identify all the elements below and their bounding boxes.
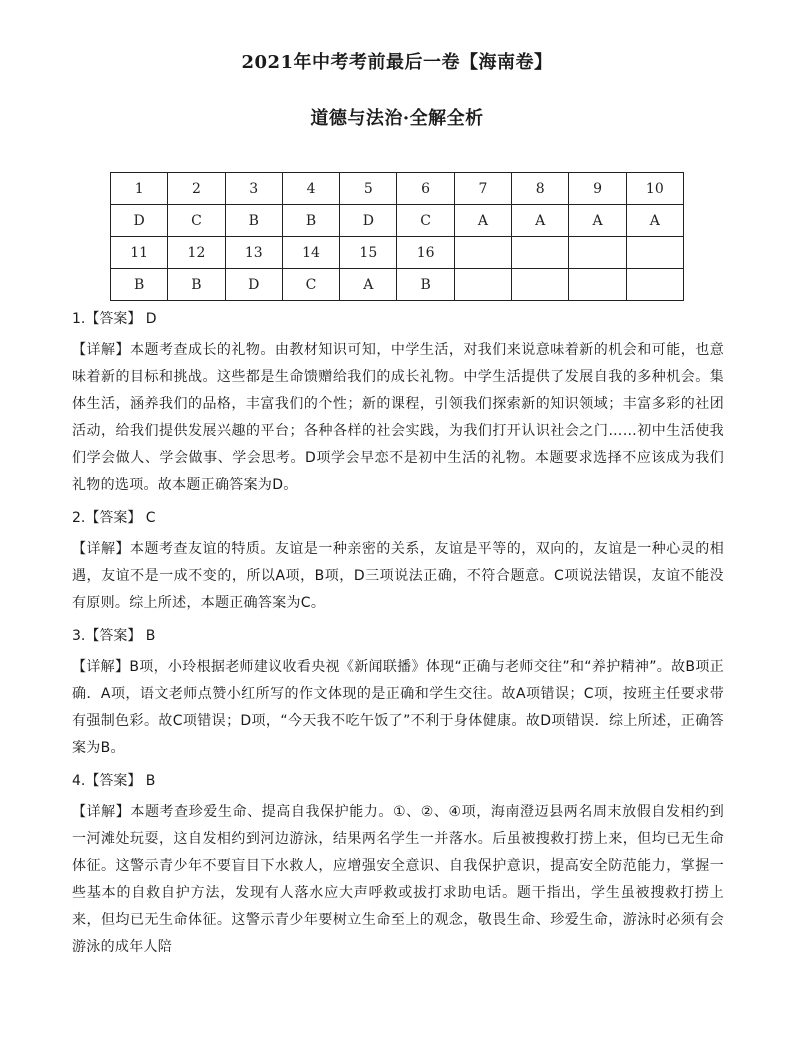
table-cell: 16 (397, 237, 454, 269)
detail-paragraph-q1: 【详解】本题考查成长的礼物。由教材知识可知，中学生活，对我们来说意味着新的机会和可能，也意味着新的目标和挑战。这些都是生命馈赠给我们的成长礼物。中学生活提供了发展自我的多种机会。集体生活，涵养我们的品格，丰富我们的个性；新的课程，引领我们探索新的知识领域；丰富多彩的社团活动，给我们提供发展兴趣的平台；各种各样的社会实践，为我们打开认识社会之门……初中生活使我们学会做人、学会做事、学会思考。D项学会早恋不是初中生活的礼物。本题要求选择不应该成为我们礼物的选项。故本题正确答案为D。 (72, 342, 724, 493)
table-cell (569, 237, 626, 269)
table-cell (569, 269, 626, 301)
table-cell: C (168, 205, 225, 237)
table-cell: 7 (454, 173, 511, 205)
detail-paragraph-q4: 【详解】本题考查珍爱生命、提高自我保护能力。①、②、④项，海南澄迈县两名周末放假自发相约到一河滩处玩耍，这自发相约到河边游泳，结果两名学生一并落水。后虽被搜救打捞上来，但均已无生命体征。这警示青少年不要盲目下水救人，应增强安全意识、自我保护意识，提高安全防范能力，掌握一些基本的自救自护方法，发现有人落水应大声呼救或拔打求助电话。题干指出，学生虽被搜救打捞上来，但均已无生命体征。这警示青少年要树立生命至上的观念，敬畏生命、珍爱生命，游泳时必须有会游泳的成年人陪 (72, 804, 724, 955)
table-row (111, 237, 684, 269)
table-cell (512, 237, 569, 269)
page-title: 2021年中考考前最后一卷【海南卷】 (241, 52, 553, 73)
table-cell: C (282, 269, 339, 301)
answer-line-q4: 4.【答案】 B (72, 773, 156, 789)
table-cell: C (397, 205, 454, 237)
table-cell: D (225, 269, 282, 301)
table-cell: 1 (111, 173, 168, 205)
table-cell: 12 (168, 237, 225, 269)
table-cell: A (340, 269, 397, 301)
table-cell: 3 (225, 173, 282, 205)
table-row (111, 269, 684, 301)
table-cell: A (512, 205, 569, 237)
table-cell: 4 (282, 173, 339, 205)
table-cell: 15 (340, 237, 397, 269)
table-cell: 2 (168, 173, 225, 205)
table-cell: 10 (626, 173, 683, 205)
table-cell: 9 (569, 173, 626, 205)
page-subtitle: 道德与法治·全解全析 (310, 108, 484, 129)
detail-paragraph-q3: 【详解】B项，小玲根据老师建议收看央视《新闻联播》体现“正确与老师交往”和“养护精神”。故B项正确．A项，语文老师点赞小红所写的作文体现的是正确和学生交往。故A项错误；C项，按班主任要求带有强制色彩。故C项错误；D项，“今天我不吃午饭了”不利于身体健康。故D项错误．综上所述，正确答案为B。 (72, 659, 724, 756)
table-cell: 6 (397, 173, 454, 205)
table-cell: D (111, 205, 168, 237)
table-cell: A (626, 205, 683, 237)
table-cell: 8 (512, 173, 569, 205)
table-cell (626, 269, 683, 301)
table-cell: 13 (225, 237, 282, 269)
explanations (72, 306, 724, 967)
table-cell: 11 (111, 237, 168, 269)
table-cell (454, 269, 511, 301)
table-cell: 5 (340, 173, 397, 205)
table-cell: 14 (282, 237, 339, 269)
table-cell: B (397, 269, 454, 301)
table-cell: B (282, 205, 339, 237)
table-row (111, 205, 684, 237)
answer-line-q3: 3.【答案】 B (72, 628, 156, 644)
table-cell (512, 269, 569, 301)
table-cell (454, 237, 511, 269)
table-cell: D (340, 205, 397, 237)
detail-paragraph-q2: 【详解】本题考查友谊的特质。友谊是一种亲密的关系，友谊是平等的，双向的，友谊是一种心灵的相遇，友谊不是一成不变的，所以A项，B项，D三项说法正确，不符合题意。C项说法错误，友谊不能没有原则。综上所述，本题正确答案为C。 (72, 541, 724, 611)
table-cell: B (225, 205, 282, 237)
table-cell: A (454, 205, 511, 237)
table-cell: A (569, 205, 626, 237)
table-cell (626, 237, 683, 269)
table-row (111, 173, 684, 205)
answer-table (110, 172, 684, 301)
answer-line-q2: 2.【答案】 C (72, 510, 156, 526)
table-cell: B (111, 269, 168, 301)
table-cell: B (168, 269, 225, 301)
answer-line-q1: 1.【答案】 D (72, 311, 157, 327)
